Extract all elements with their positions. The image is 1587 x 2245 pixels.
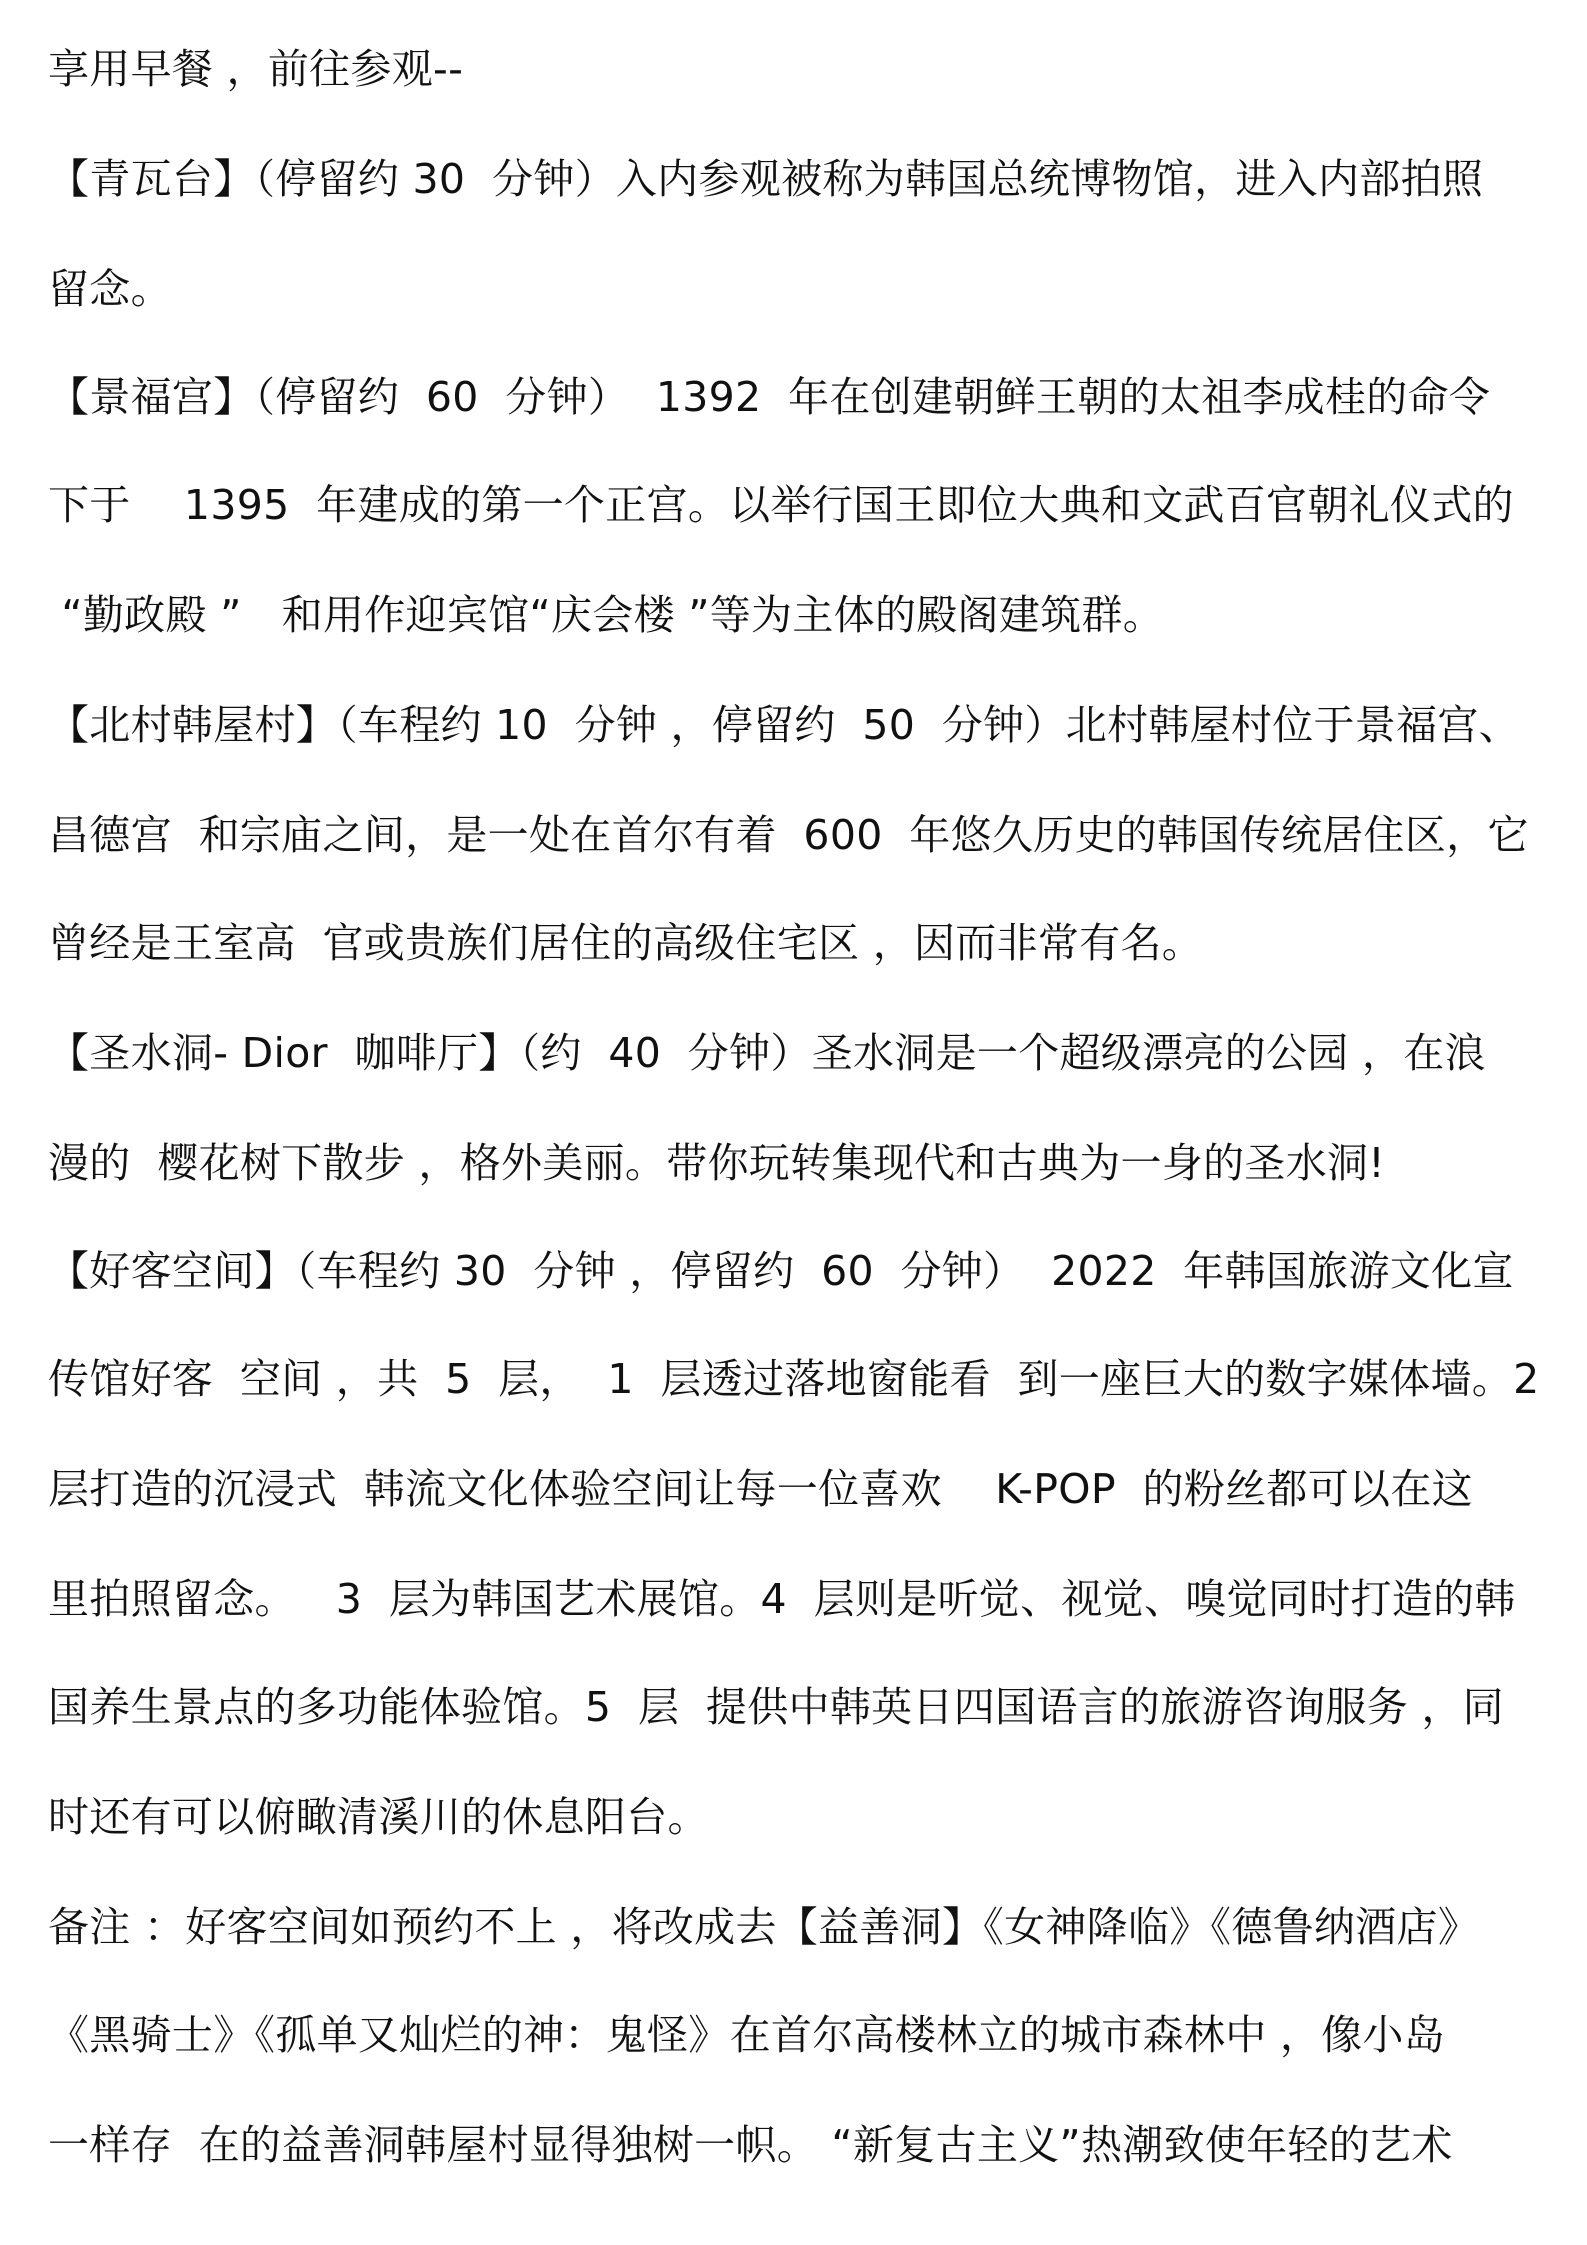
text-line: 【景福宫】（停留约 60 分钟） 1392 年在创建朝鲜王朝的太祖李成桂的命令: [48, 373, 1491, 421]
text-line: 《黑骑士》《孤单又灿烂的神：鬼怪》在首尔高楼林立的城市森林中 ，像小岛: [48, 2011, 1446, 2059]
text-line: 【好客空间】（车程约 30 分钟 ，停留约 60 分钟） 2022 年韩国旅游文化宣: [48, 1247, 1514, 1295]
text-line: 国养生景点的多功能体验馆。5 层 提供中韩英日四国语言的旅游咨询服务 ，同: [48, 1683, 1504, 1731]
text-line: 【圣水洞- Dior 咖啡厅】（约 40 分钟）圣水洞是一个超级漂亮的公园 ，在浪: [48, 1029, 1486, 1077]
text-line: 里拍照留念。 3 层为韩国艺术展馆。4 层则是听觉、视觉、嗅觉同时打造的韩: [48, 1575, 1516, 1623]
text-line: 享用早餐 ，前往参观--: [48, 45, 464, 93]
text-line: 传馆好客 空间 ，共 5 层， 1 层透过落地窗能看 到一座巨大的数字媒体墙。2: [48, 1355, 1540, 1403]
text-line: 【北村韩屋村】（车程约 10 分钟 ，停留约 50 分钟）北村韩屋村位于景福宫、: [48, 701, 1520, 749]
text-line: 漫的 樱花树下散步 ，格外美丽。带你玩转集现代和古典为一身的圣水洞!: [48, 1139, 1386, 1187]
text-line: 下于 1395 年建成的第一个正宫。以举行国王即位大典和文武百官朝礼仪式的: [48, 481, 1514, 529]
text-line: 时还有可以俯瞰清溪川的休息阳台。: [48, 1793, 709, 1841]
text-line: 昌德宫 和宗庙之间，是一处在首尔有着 600 年悠久历史的韩国传统居住区，它: [48, 811, 1529, 859]
text-line: 层打造的沉浸式 韩流文化体验空间让每一位喜欢 K-POP 的粉丝都可以在这: [48, 1465, 1473, 1513]
text-line: 备注 ：好客空间如预约不上 ，将改成去【益善洞】《女神降临》《德鲁纳酒店》: [48, 1903, 1480, 1951]
text-line: 留念。: [48, 265, 172, 313]
text-line: 一样存 在的益善洞韩屋村显得独树一帜。 “新复古主义”热潮致使年轻的艺术: [48, 2121, 1453, 2169]
text-line: 曾经是王室高 官或贵族们居住的高级住宅区 ，因而非常有名。: [48, 919, 1204, 967]
text-line: 【青瓦台】（停留约 30 分钟）入内参观被称为韩国总统博物馆，进入内部拍照: [48, 155, 1484, 203]
text-line: “勤政殿 ” 和用作迎宾馆“庆会楼 ”等为主体的殿阁建筑群。: [48, 591, 1165, 639]
